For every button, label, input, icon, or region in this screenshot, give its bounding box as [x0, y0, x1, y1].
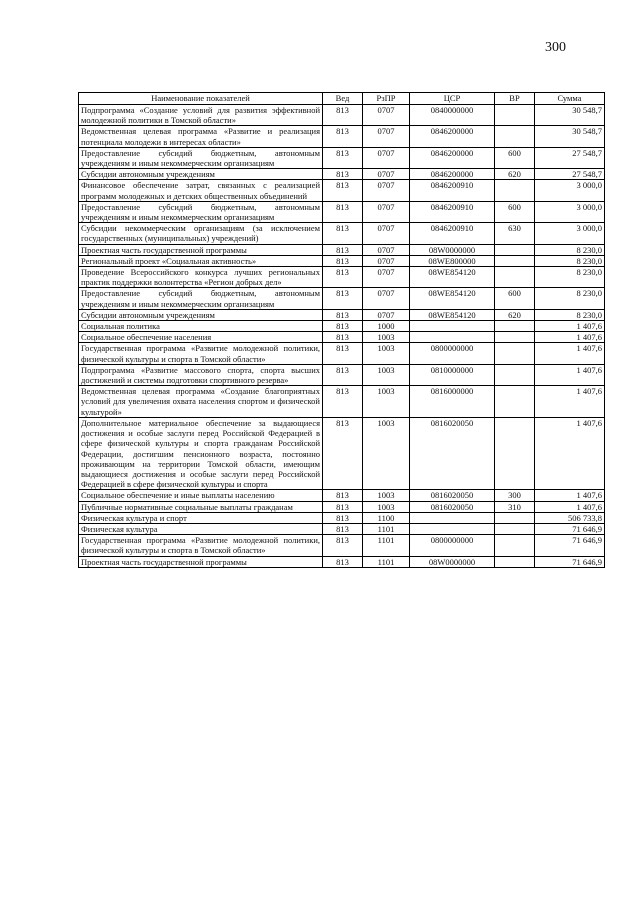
cell-ved: 813 — [323, 201, 363, 222]
cell-rzpr: 1101 — [363, 556, 410, 567]
cell-name: Публичные нормативные социальные выплаты гражданам — [79, 501, 323, 512]
table-row — [79, 512, 605, 523]
table-row — [79, 535, 605, 556]
cell-sum: 8 230,0 — [535, 288, 605, 309]
cell-ved: 813 — [323, 490, 363, 501]
cell-name: Подпрограмма «Развитие массового спорта, спорта высших достижений и системы подготовки спортивного резерва» — [79, 364, 323, 385]
cell-vr: 600 — [495, 147, 535, 168]
cell-rzpr: 1101 — [363, 535, 410, 556]
cell-sum: 3 000,0 — [535, 180, 605, 201]
cell-vr: 310 — [495, 501, 535, 512]
page-number: 300 — [545, 40, 566, 55]
cell-ved: 813 — [323, 309, 363, 320]
cell-ved: 813 — [323, 255, 363, 266]
table-row — [79, 343, 605, 364]
table-row — [79, 201, 605, 222]
cell-ved: 813 — [323, 105, 363, 126]
table-row — [79, 105, 605, 126]
cell-ved: 813 — [323, 244, 363, 255]
table-row — [79, 364, 605, 385]
cell-rzpr: 1003 — [363, 501, 410, 512]
cell-rzpr: 1101 — [363, 523, 410, 534]
cell-rzpr: 1003 — [363, 364, 410, 385]
cell-name: Проведение Всероссийского конкурса лучших региональных практик поддержки волонтерства «Регион добрых дел» — [79, 267, 323, 288]
cell-csr: 0816020050 — [410, 490, 495, 501]
cell-ved: 813 — [323, 386, 363, 418]
cell-sum: 27 548,7 — [535, 169, 605, 180]
cell-sum: 27 548,7 — [535, 147, 605, 168]
cell-csr: 08W0000000 — [410, 244, 495, 255]
cell-csr: 08WE854120 — [410, 309, 495, 320]
table-row — [79, 169, 605, 180]
cell-vr: 300 — [495, 490, 535, 501]
cell-ved: 813 — [323, 223, 363, 244]
table-row — [79, 309, 605, 320]
cell-vr — [495, 321, 535, 332]
cell-ved: 813 — [323, 501, 363, 512]
cell-name: Субсидии автономным учреждениям — [79, 309, 323, 320]
cell-rzpr: 0707 — [363, 223, 410, 244]
cell-rzpr: 1003 — [363, 386, 410, 418]
cell-ved: 813 — [323, 180, 363, 201]
table-row — [79, 147, 605, 168]
cell-name: Физическая культура — [79, 523, 323, 534]
cell-csr — [410, 321, 495, 332]
cell-rzpr: 1003 — [363, 417, 410, 489]
cell-csr: 0846200000 — [410, 126, 495, 147]
cell-sum: 8 230,0 — [535, 309, 605, 320]
cell-csr: 08WE800000 — [410, 255, 495, 266]
header-rzpr: РзПР — [363, 93, 410, 105]
cell-ved: 813 — [323, 535, 363, 556]
cell-vr — [495, 105, 535, 126]
cell-sum: 71 646,9 — [535, 556, 605, 567]
table-row — [79, 556, 605, 567]
cell-sum: 71 646,9 — [535, 535, 605, 556]
table-row — [79, 321, 605, 332]
cell-ved: 813 — [323, 512, 363, 523]
header-name: Наименование показателей — [79, 93, 323, 105]
cell-csr: 08WE854120 — [410, 288, 495, 309]
cell-sum: 71 646,9 — [535, 523, 605, 534]
cell-name: Субсидии автономным учреждениям — [79, 169, 323, 180]
cell-name: Финансовое обеспечение затрат, связанных с реализацией программ молодежных и детских общественных объединений — [79, 180, 323, 201]
cell-sum: 1 407,6 — [535, 364, 605, 385]
cell-ved: 813 — [323, 288, 363, 309]
cell-rzpr: 1003 — [363, 490, 410, 501]
cell-name: Государственная программа «Развитие молодежной политики, физической культуры и спорта в Томской области» — [79, 535, 323, 556]
cell-ved: 813 — [323, 147, 363, 168]
cell-ved: 813 — [323, 417, 363, 489]
cell-vr — [495, 512, 535, 523]
cell-vr — [495, 180, 535, 201]
cell-csr: 0810000000 — [410, 364, 495, 385]
cell-vr: 600 — [495, 201, 535, 222]
cell-rzpr: 1000 — [363, 321, 410, 332]
cell-ved: 813 — [323, 267, 363, 288]
cell-name: Региональный проект «Социальная активность» — [79, 255, 323, 266]
cell-name: Ведомственная целевая программа «Развитие и реализация потенциала молодежи в интересах области» — [79, 126, 323, 147]
cell-csr — [410, 512, 495, 523]
cell-sum: 8 230,0 — [535, 244, 605, 255]
cell-csr: 0846200000 — [410, 147, 495, 168]
cell-rzpr: 0707 — [363, 201, 410, 222]
cell-name: Проектная часть государственной программы — [79, 244, 323, 255]
cell-csr: 0800000000 — [410, 535, 495, 556]
cell-sum: 1 407,6 — [535, 332, 605, 343]
cell-sum: 1 407,6 — [535, 343, 605, 364]
cell-name: Государственная программа «Развитие молодежной политики, физической культуры и спорта в Томской области» — [79, 343, 323, 364]
cell-sum: 1 407,6 — [535, 321, 605, 332]
header-ved: Вед — [323, 93, 363, 105]
table-row — [79, 180, 605, 201]
cell-rzpr: 0707 — [363, 147, 410, 168]
cell-name: Дополнительное материальное обеспечение за выдающиеся достижения и особые заслуги перед Российской Федерацией в сфере физической культуры и спорта гражданам Российской Федерации, достигшим пенсионного возраста, постоянно проживающим на территории Томской области, имеющим выдающиеся достижения и особые заслуги перед Российской Федерацией в сфере физической культуры и спорта — [79, 417, 323, 489]
cell-vr: 620 — [495, 309, 535, 320]
cell-ved: 813 — [323, 556, 363, 567]
table-row — [79, 490, 605, 501]
cell-ved: 813 — [323, 321, 363, 332]
cell-name: Социальное обеспечение населения — [79, 332, 323, 343]
cell-csr: 0846200000 — [410, 169, 495, 180]
table-body — [79, 105, 605, 568]
cell-rzpr: 0707 — [363, 255, 410, 266]
cell-rzpr: 1100 — [363, 512, 410, 523]
cell-csr: 0846200910 — [410, 201, 495, 222]
table-row — [79, 244, 605, 255]
cell-csr: 0846200910 — [410, 180, 495, 201]
cell-csr: 0800000000 — [410, 343, 495, 364]
table-row — [79, 523, 605, 534]
cell-csr: 0840000000 — [410, 105, 495, 126]
cell-name: Социальное обеспечение и иные выплаты населению — [79, 490, 323, 501]
cell-vr — [495, 556, 535, 567]
header-csr: ЦСР — [410, 93, 495, 105]
cell-vr — [495, 255, 535, 266]
cell-vr: 600 — [495, 288, 535, 309]
cell-vr — [495, 523, 535, 534]
header-vr: ВР — [495, 93, 535, 105]
cell-rzpr: 0707 — [363, 288, 410, 309]
cell-name: Предоставление субсидий бюджетным, автономным учреждениям и иным некоммерческим организациям — [79, 288, 323, 309]
cell-rzpr: 1003 — [363, 332, 410, 343]
cell-sum: 1 407,6 — [535, 417, 605, 489]
cell-sum: 30 548,7 — [535, 126, 605, 147]
cell-rzpr: 1003 — [363, 343, 410, 364]
cell-name: Предоставление субсидий бюджетным, автономным учреждениям и иным некоммерческим организациям — [79, 147, 323, 168]
cell-ved: 813 — [323, 523, 363, 534]
cell-rzpr: 0707 — [363, 267, 410, 288]
cell-csr: 0846200910 — [410, 223, 495, 244]
table-row — [79, 126, 605, 147]
cell-csr — [410, 523, 495, 534]
cell-ved: 813 — [323, 169, 363, 180]
cell-csr — [410, 332, 495, 343]
cell-vr — [495, 244, 535, 255]
cell-sum: 506 733,8 — [535, 512, 605, 523]
budget-table — [78, 92, 605, 568]
cell-vr — [495, 417, 535, 489]
cell-ved: 813 — [323, 332, 363, 343]
cell-name: Социальная политика — [79, 321, 323, 332]
table-row — [79, 267, 605, 288]
cell-vr — [495, 332, 535, 343]
table-row — [79, 332, 605, 343]
cell-csr: 08W0000000 — [410, 556, 495, 567]
cell-vr — [495, 267, 535, 288]
cell-name: Физическая культура и спорт — [79, 512, 323, 523]
cell-name: Ведомственная целевая программа «Создание благоприятных условий для увеличения охвата населения спортом и физической культурой» — [79, 386, 323, 418]
cell-ved: 813 — [323, 126, 363, 147]
cell-csr: 0816020050 — [410, 501, 495, 512]
cell-csr: 08WE854120 — [410, 267, 495, 288]
cell-sum: 8 230,0 — [535, 267, 605, 288]
table-row — [79, 417, 605, 489]
cell-sum: 1 407,6 — [535, 386, 605, 418]
table-row — [79, 255, 605, 266]
table-row — [79, 288, 605, 309]
cell-vr — [495, 343, 535, 364]
table-header-row — [79, 93, 605, 105]
cell-name: Субсидии некоммерческим организациям (за исключением государственных (муниципальных) учреждений) — [79, 223, 323, 244]
cell-rzpr: 0707 — [363, 105, 410, 126]
cell-name: Проектная часть государственной программы — [79, 556, 323, 567]
cell-sum: 1 407,6 — [535, 501, 605, 512]
cell-name: Подпрограмма «Создание условий для развития эффективной молодежной политики в Томской области» — [79, 105, 323, 126]
cell-rzpr: 0707 — [363, 244, 410, 255]
cell-rzpr: 0707 — [363, 126, 410, 147]
cell-ved: 813 — [323, 343, 363, 364]
cell-vr: 620 — [495, 169, 535, 180]
cell-ved: 813 — [323, 364, 363, 385]
cell-csr: 0816020050 — [410, 417, 495, 489]
cell-rzpr: 0707 — [363, 309, 410, 320]
cell-vr — [495, 126, 535, 147]
cell-sum: 3 000,0 — [535, 223, 605, 244]
cell-vr — [495, 364, 535, 385]
cell-vr — [495, 535, 535, 556]
header-sum: Сумма — [535, 93, 605, 105]
table-row — [79, 386, 605, 418]
cell-sum: 8 230,0 — [535, 255, 605, 266]
cell-vr — [495, 386, 535, 418]
cell-vr: 630 — [495, 223, 535, 244]
cell-name: Предоставление субсидий бюджетным, автономным учреждениям и иным некоммерческим организациям — [79, 201, 323, 222]
cell-sum: 3 000,0 — [535, 201, 605, 222]
cell-csr: 0816000000 — [410, 386, 495, 418]
cell-sum: 30 548,7 — [535, 105, 605, 126]
table-row — [79, 501, 605, 512]
cell-rzpr: 0707 — [363, 169, 410, 180]
table-row — [79, 223, 605, 244]
cell-rzpr: 0707 — [363, 180, 410, 201]
cell-sum: 1 407,6 — [535, 490, 605, 501]
